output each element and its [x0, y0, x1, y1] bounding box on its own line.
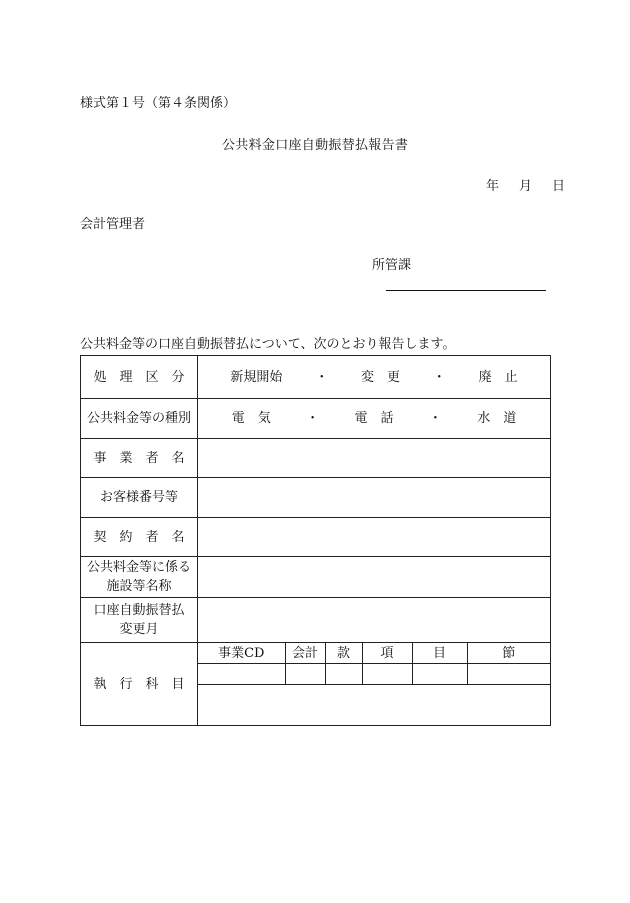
option-separator: ・: [306, 411, 320, 426]
date-year-label: 年: [486, 179, 500, 194]
budget-blank-field[interactable]: [198, 685, 550, 726]
budget-value-setsu[interactable]: [467, 664, 550, 685]
budget-blank-row: [198, 685, 550, 726]
facility-name-field[interactable]: [198, 557, 551, 598]
date-month-label: 月: [519, 179, 533, 194]
date-day-label: 日: [552, 179, 566, 194]
budget-label-cell: [81, 643, 198, 726]
change-month-row: [81, 598, 551, 643]
processing-options-cell[interactable]: [198, 356, 551, 399]
budget-value-kan[interactable]: [325, 664, 362, 685]
business-name-row: [81, 439, 551, 478]
processing-row: [81, 356, 551, 399]
option-change[interactable]: 変 更: [360, 369, 400, 385]
contractor-name-label: 契約者名: [93, 529, 198, 545]
budget-row: [81, 643, 551, 726]
option-separator: ・: [432, 369, 446, 385]
change-month-label-line1: 口座自動振替払: [93, 603, 185, 618]
utility-type-label: 公共料金等の種別: [86, 411, 191, 426]
change-month-field[interactable]: [198, 598, 551, 643]
contractor-name-label-cell: [81, 518, 198, 557]
contractor-name-row: [81, 518, 551, 557]
business-name-label: 事業者名: [93, 450, 198, 466]
budget-value-moku[interactable]: [412, 664, 467, 685]
budget-col-kan: 款: [325, 643, 362, 664]
budget-col-moku: 目: [412, 643, 467, 664]
facility-label-cell: [81, 557, 198, 598]
customer-number-label-cell: [81, 478, 198, 518]
customer-number-row: [81, 478, 551, 518]
option-separator: ・: [315, 369, 329, 385]
customer-number-field[interactable]: [198, 478, 551, 518]
budget-col-kou: 項: [362, 643, 412, 664]
utility-type-row: [81, 399, 551, 439]
budget-code-cell: [198, 643, 551, 726]
utility-type-options: [198, 409, 550, 428]
customer-number-label: お客様番号等: [99, 490, 178, 505]
facility-label-line2: 施設等名称: [106, 579, 172, 594]
option-separator: ・: [428, 411, 442, 426]
option-abolish[interactable]: 廃 止: [478, 369, 518, 385]
utility-type-label-cell: [81, 399, 198, 439]
change-month-label-cell: [81, 598, 198, 643]
budget-col-setsu: 節: [467, 643, 550, 664]
report-form-table: [80, 355, 551, 726]
contractor-name-field[interactable]: [198, 518, 551, 557]
date-line: [486, 180, 565, 193]
change-month-label-line2: 変更月: [119, 622, 159, 637]
department-label: 所管課: [372, 258, 412, 273]
business-name-field[interactable]: [198, 439, 551, 478]
document-title: 公共料金口座自動振替払報告書: [222, 138, 409, 153]
budget-value-account[interactable]: [285, 664, 325, 685]
processing-label: 処理区分: [93, 369, 198, 385]
facility-label-line1: 公共料金等に係る: [86, 560, 191, 575]
facility-row: [81, 557, 551, 598]
option-new-start[interactable]: 新規開始: [230, 369, 283, 385]
budget-value-kou[interactable]: [362, 664, 412, 685]
budget-label: 執行科目: [93, 676, 198, 692]
addressee: 会計管理者: [80, 217, 146, 232]
processing-options: [198, 368, 550, 387]
department-signature-line[interactable]: [386, 290, 546, 291]
budget-value-row: [198, 664, 550, 685]
form-number: 様式第１号（第４条関係）: [80, 96, 237, 111]
option-electricity[interactable]: 電 気: [231, 411, 271, 426]
option-water[interactable]: 水 道: [477, 411, 517, 426]
utility-type-options-cell[interactable]: [198, 399, 551, 439]
processing-label-cell: [81, 356, 198, 399]
budget-code-grid: [198, 643, 550, 725]
business-name-label-cell: [81, 439, 198, 478]
budget-value-project-cd[interactable]: [198, 664, 285, 685]
option-telephone[interactable]: 電 話: [354, 411, 394, 426]
budget-col-project-cd: 事業CD: [198, 643, 285, 664]
intro-text: 公共料金等の口座自動振替払について、次のとおり報告します。: [80, 337, 456, 352]
budget-header-row: [198, 643, 550, 664]
budget-col-account: 会計: [285, 643, 325, 664]
